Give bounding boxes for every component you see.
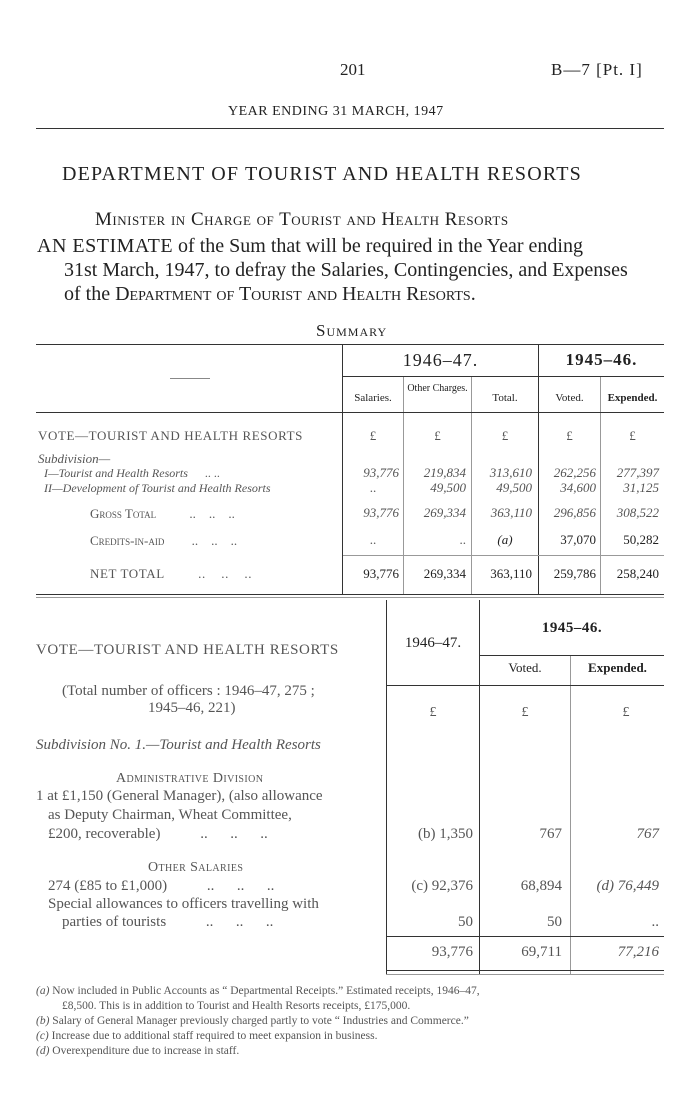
summary-cell: ..	[369, 532, 377, 547]
summary-cell: 262,256	[553, 465, 596, 480]
footnote-text: Now included in Public Accounts as “ Departmental Receipts.” Estimated receipts, 1946–47,	[52, 985, 480, 997]
summary-subdivision-label: Subdivision—	[38, 451, 111, 466]
footnote	[36, 1030, 378, 1042]
summary-vote-label: VOTE—TOURIST AND HEALTH RESORTS	[38, 428, 303, 443]
summary-cell: 219,834	[423, 465, 466, 480]
footnote	[36, 1015, 469, 1027]
footnote-mark: (c)	[36, 1030, 49, 1042]
detail-col-voted: Voted.	[508, 660, 542, 675]
total-voted-value: 69,711	[521, 944, 562, 960]
footnote-text: Salary of General Manager previously charged partly to vote “ Industries and Commerce.”	[52, 1015, 469, 1027]
summary-cell: ..	[459, 532, 466, 547]
summary-net-rule	[343, 555, 664, 556]
footnote-text: £8,500. This is in addition to Tourist and Health Resorts receipts, £175,000.	[62, 1000, 411, 1012]
footnote-mark: (a)	[36, 985, 50, 997]
summary-year-previous: 1945–46.	[565, 350, 638, 369]
pound-sign: £	[369, 428, 377, 443]
footnote	[36, 985, 480, 997]
detail-bottom-rule	[386, 974, 664, 975]
estimate-line-1	[37, 235, 583, 258]
summary-cell: 269,334	[423, 505, 466, 520]
estimate-line-1-rest: of the Sum that will be required in the Year ending	[178, 235, 583, 257]
summary-cell: 49,500	[430, 480, 466, 495]
summary-title: Summary	[316, 321, 388, 340]
pound-sign: £	[521, 705, 529, 720]
pound-sign: £	[501, 428, 509, 443]
summary-cell: 308,522	[616, 505, 659, 520]
summary-cell: (a)	[497, 532, 513, 547]
detail-year-rule	[479, 655, 664, 656]
footnote-mark: (d)	[36, 1045, 50, 1057]
department-title: DEPARTMENT OF TOURIST AND HEALTH RESORTS	[62, 163, 582, 185]
summary-row-label: II—Development of Tourist and Health Resorts	[44, 481, 271, 495]
estimate-lead: AN ESTIMATE	[37, 235, 174, 257]
admin-voted-value: 767	[539, 826, 562, 842]
pound-sign: £	[622, 705, 630, 720]
pound-sign: £	[434, 428, 441, 443]
col-header-expended: Expended.	[607, 392, 658, 404]
special-current-value: 50	[458, 914, 473, 930]
special-line-2-text: parties of tourists	[62, 914, 167, 930]
summary-year-rule	[342, 376, 664, 377]
footnote	[36, 1045, 239, 1057]
summary-row-label-text: I—Tourist and Health Resorts	[44, 466, 188, 480]
leader-dots: .. .. ..	[200, 826, 268, 842]
estimate-department: Department of Tourist and Health Resorts.	[115, 283, 476, 305]
summary-cell: 296,856	[553, 505, 596, 520]
admin-line-1: 1 at £1,150 (General Manager), (also allowance	[36, 788, 323, 804]
special-line-2	[62, 914, 273, 931]
summary-cell: 50,282	[623, 532, 659, 547]
detail-header-rule	[386, 685, 664, 686]
gross-total-label: Gross Total	[90, 506, 157, 521]
other-salaries-heading: Other Salaries	[148, 860, 244, 875]
admin-current-value: (b) 1,350	[418, 826, 473, 842]
total-current-value: 93,776	[431, 944, 473, 960]
estimate-line-3-pre: of the	[64, 283, 116, 305]
detail-bottom-rule	[386, 970, 664, 971]
summary-cell: 363,110	[490, 566, 532, 581]
summary-cell: 313,610	[489, 465, 532, 480]
summary-top-rule	[36, 344, 664, 345]
leader-dots: .. .. ..	[205, 914, 274, 930]
summary-cell: 34,600	[560, 480, 596, 495]
page-reference: B—7 [Pt. I]	[551, 60, 643, 79]
summary-cell: 93,776	[363, 566, 399, 581]
summary-bottom-rule	[36, 594, 664, 595]
other-voted-value: 68,894	[520, 878, 562, 894]
year-line: YEAR ENDING 31 MARCH, 1947	[228, 104, 444, 119]
summary-cell: 259,786	[553, 566, 596, 581]
estimate-line-2: 31st March, 1947, to defray the Salaries, Contingencies, and Expenses	[64, 259, 628, 281]
leader-dots: .. .. ..	[191, 533, 238, 548]
credits-in-aid-label: Credits-in-aid	[90, 533, 165, 548]
special-line-1: Special allowances to officers travelling with	[48, 896, 319, 912]
admin-line-3-text: £200, recoverable)	[48, 826, 161, 842]
footnote-mark: (b)	[36, 1015, 50, 1027]
officers-line-1: (Total number of officers : 1946–47, 275 ;	[62, 683, 315, 699]
summary-cell: 93,776	[363, 505, 399, 520]
admin-line-2: as Deputy Chairman, Wheat Committee,	[48, 807, 292, 823]
detail-total-rule	[386, 936, 664, 937]
leader-dots: .. .. ..	[189, 506, 235, 521]
leader-dots: .. .. ..	[198, 566, 253, 581]
admin-division-heading: Administrative Division	[116, 771, 264, 786]
pound-sign: £	[629, 428, 636, 443]
other-expended-value: (d) 76,449	[596, 878, 659, 894]
summary-header-rule	[36, 412, 664, 413]
summary-cell: ..	[369, 480, 377, 495]
summary-bottom-rule	[36, 597, 664, 598]
summary-net-label	[90, 566, 252, 582]
estimate-line-3	[64, 283, 476, 306]
subdivision-title: Subdivision No. 1.—Tourist and Health Resorts	[36, 737, 321, 753]
other-current-value: (c) 92,376	[411, 878, 473, 894]
summary-cell: 269,334	[423, 566, 466, 581]
footnote	[62, 1000, 410, 1012]
detail-year-current: 1946–47.	[404, 635, 462, 651]
pound-sign: £	[429, 705, 437, 720]
net-total-label: NET TOTAL	[90, 566, 165, 581]
admin-line-3	[48, 826, 268, 843]
summary-row-label	[44, 466, 220, 481]
special-voted-value: 50	[547, 914, 562, 930]
summary-cell: 37,070	[560, 532, 596, 547]
page-number: 201	[340, 60, 366, 79]
col-header-other-charges: Other Charges.	[407, 383, 468, 394]
summary-stub-dash	[170, 378, 210, 379]
col-header-total: Total.	[492, 392, 518, 404]
summary-credits-label	[90, 533, 237, 549]
summary-cell: 31,125	[623, 480, 659, 495]
detail-year-previous: 1945–46.	[541, 620, 603, 636]
summary-year-current: 1946–47.	[402, 350, 479, 370]
minister-line: Minister in Charge of Tourist and Health Resorts	[95, 209, 509, 230]
summary-cell: 363,110	[490, 505, 532, 520]
admin-expended-value: 767	[636, 826, 659, 842]
footnote-text: Increase due to additional staff required to meet expansion in business.	[51, 1030, 378, 1042]
leader-dots: .. .. ..	[206, 878, 275, 894]
col-header-salaries: Salaries.	[354, 392, 392, 404]
special-expended-value: ..	[651, 914, 659, 930]
detail-vote-label: VOTE—TOURIST AND HEALTH RESORTS	[36, 642, 339, 658]
summary-cell: 277,397	[616, 465, 659, 480]
leader-dots: .. ..	[204, 466, 220, 480]
other-salaries-line	[48, 878, 274, 895]
header-rule	[36, 128, 664, 129]
officers-line-2: 1945–46, 221)	[148, 700, 236, 716]
col-header-voted: Voted.	[555, 392, 584, 404]
other-salaries-text: 274 (£85 to £1,000)	[48, 878, 168, 894]
summary-cell: 93,776	[363, 465, 399, 480]
summary-gross-label	[90, 506, 235, 522]
total-expended-value: 77,216	[617, 944, 659, 960]
footnote-text: Overexpenditure due to increase in staff.	[52, 1045, 240, 1057]
summary-cell: 258,240	[616, 566, 659, 581]
pound-sign: £	[566, 428, 573, 443]
summary-cell: 49,500	[496, 480, 532, 495]
detail-col-expended: Expended.	[588, 660, 647, 675]
